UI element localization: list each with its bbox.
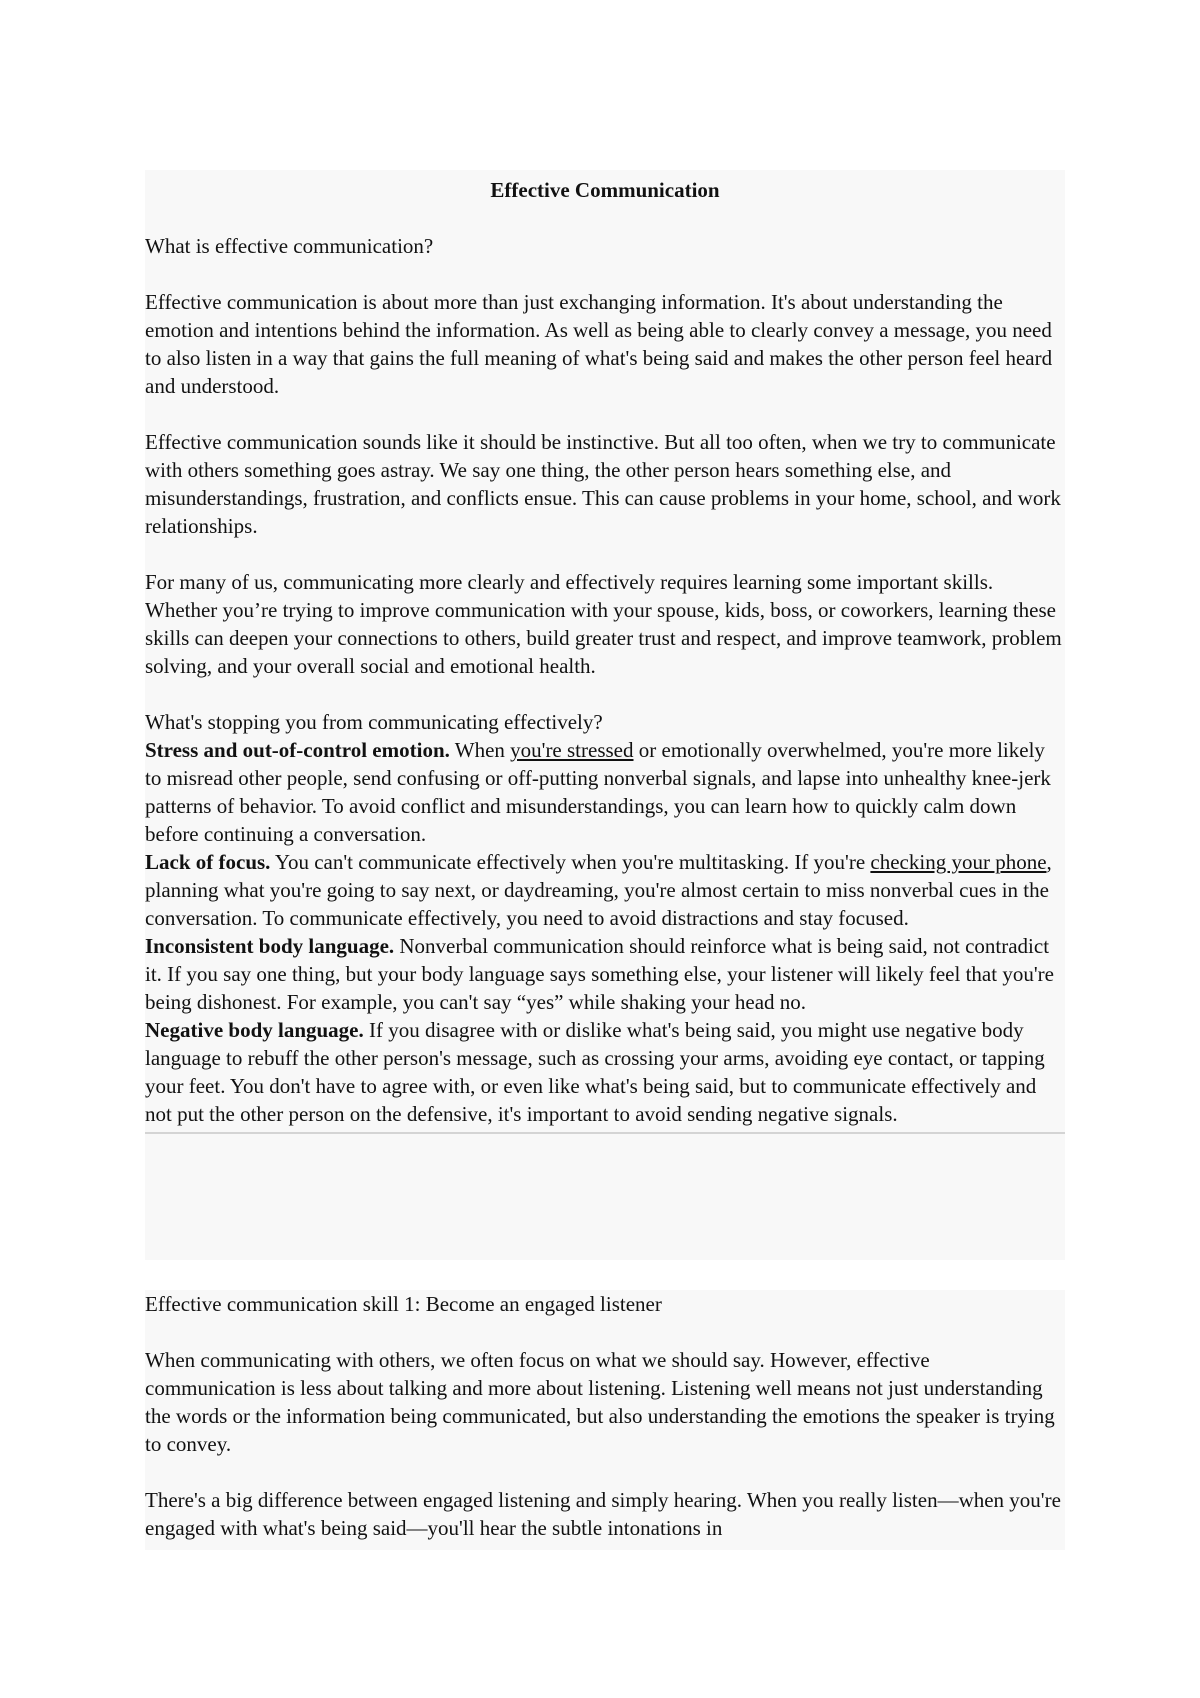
question-heading: What's stopping you from communicating effectively? [145,710,603,734]
stress-link[interactable]: you're stressed [510,738,634,762]
phone-link[interactable]: checking your phone [870,850,1047,874]
stress-paragraph: Stress and out-of-control emotion. When you're stressed or emotionally overwhelmed, you're more likely to misread other people, send confusing or off-putting nonverbal signals, and lapse into unhealthy knee-jerk patterns of behavior. To avoid conflict and misunderstandings, you can learn how to quickly calm down before continuing a conversation. [145,738,1051,846]
paragraph: For many of us, communicating more clearly and effectively requires learning some important skills. Whether you’re trying to improve communication with your spouse, kids, boss, or coworkers, learning these skills can deepen your connections to others, build greater trust and respect, and improve teamwork, problem solving, and your overall social and emotional health. [145,570,1062,678]
inconsistent-label: Inconsistent body language. [145,934,395,958]
paragraph: When communicating with others, we often focus on what we should say. However, effective communication is less about talking and more about listening. Listening well means not just understanding the words or the information being communicated, but also understanding the emotions the speaker is trying to convey. [145,1348,1055,1456]
section-heading: Effective communication skill 1: Become an engaged listener [145,1292,662,1316]
stress-label: Stress and out-of-control emotion. [145,738,450,762]
paragraph: Effective communication sounds like it should be instinctive. But all too often, when we try to communicate with others something goes astray. We say one thing, the other person hears something else, and misunderstandings, frustration, and conflicts ensue. This can cause problems in your home, school, and work relationships. [145,430,1061,538]
content-block-lower [145,1290,1065,1550]
content-block-upper [145,170,1065,1260]
focus-paragraph: Lack of focus. You can't communicate effectively when you're multitasking. If you're checking your phone, planning what you're going to say next, or daydreaming, you're almost certain to miss nonverbal cues in the conversation. To communicate effectively, you need to avoid distractions and stay focused. [145,850,1052,930]
negative-paragraph: Negative body language. If you disagree with or dislike what's being said, you might use negative body language to rebuff the other person's message, such as crossing your arms, avoiding eye contact, or tapping your feet. You don't have to agree with, or even like what's being said, but to communicate effectively and not put the other person on the defensive, it's important to avoid sending negative signals. [145,1018,1045,1126]
paragraph: There's a big difference between engaged listening and simply hearing. When you really listen—when you're engaged with what's being said—you'll hear the subtle intonations in [145,1488,1061,1540]
paragraph: Effective communication is about more than just exchanging information. It's about understanding the emotion and intentions behind the information. As well as being able to clearly convey a message, you need to also listen in a way that gains the full meaning of what's being said and makes the other person feel heard and understood. [145,290,1053,398]
inconsistent-paragraph: Inconsistent body language. Nonverbal communication should reinforce what is being said, not contradict it. If you say one thing, but your body language says something else, your listener will likely feel that you're being dishonest. For example, you can't say “yes” while shaking your head no. [145,934,1054,1014]
document-title: Effective Communication [490,178,720,202]
negative-label: Negative body language. [145,1018,364,1042]
focus-label: Lack of focus. [145,850,271,874]
horizontal-rule [145,1132,1065,1134]
question-heading: What is effective communication? [145,234,434,258]
